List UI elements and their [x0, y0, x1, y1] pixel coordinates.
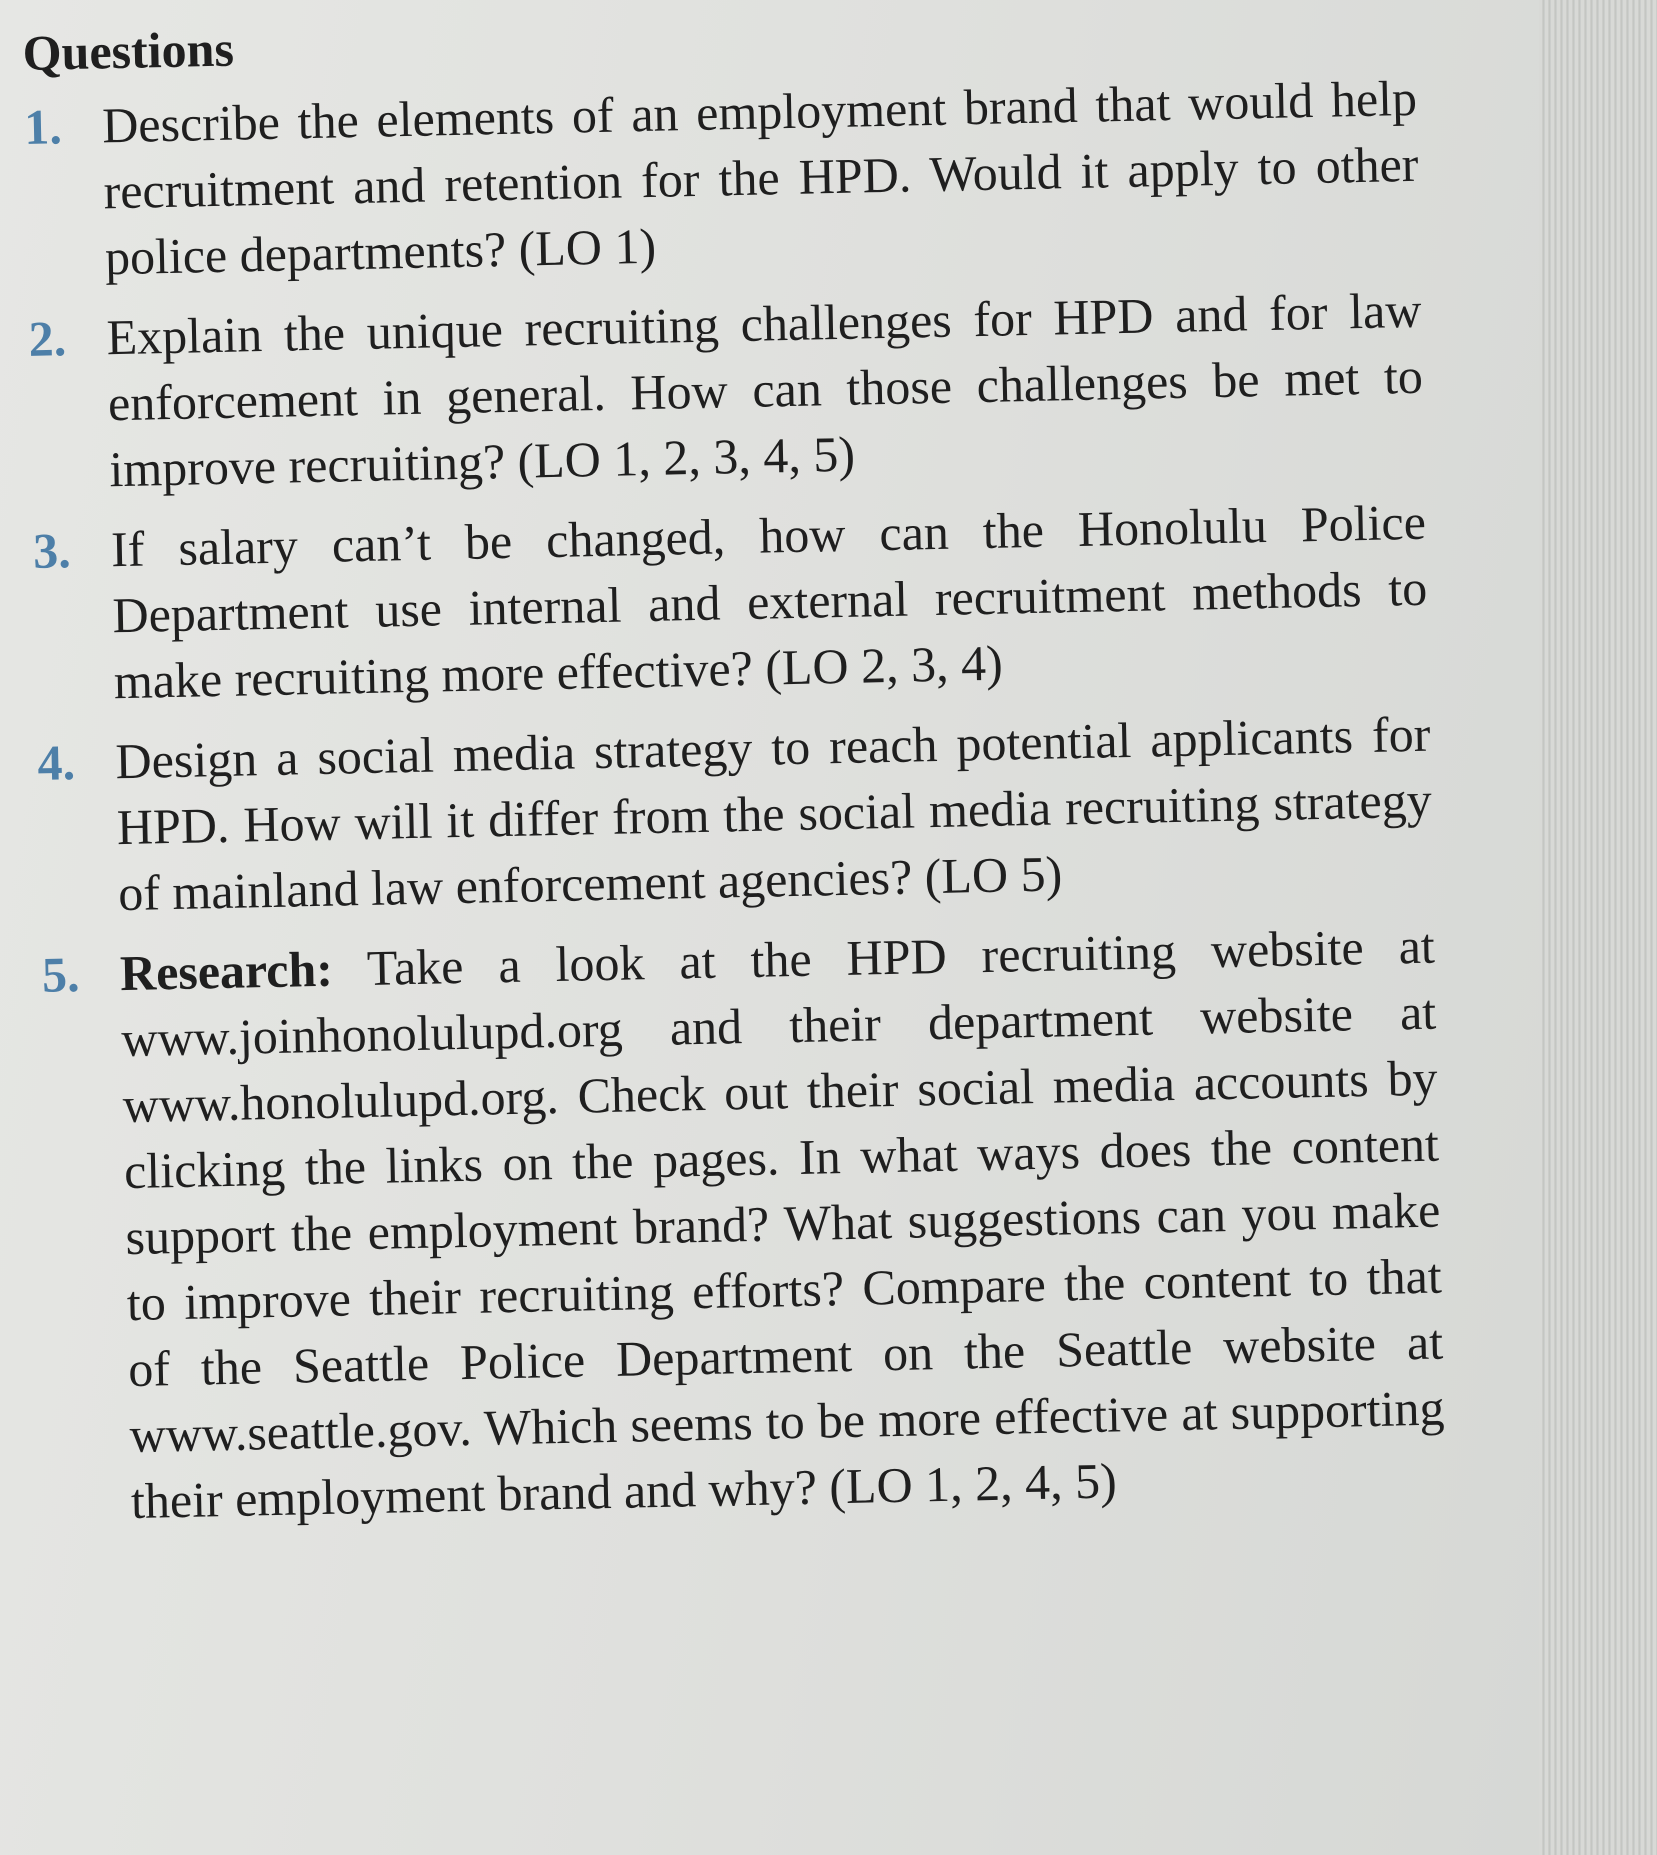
question-text: Design a social media strategy to reach potential applicants for HPD. How will it differ from the social media recruiting strategy of mainland law enforcement agencies? (LO 5) — [114, 705, 1433, 922]
question-item — [37, 701, 1434, 928]
question-number: 1. — [23, 98, 63, 155]
question-number: 5. — [41, 946, 81, 1003]
question-item — [24, 65, 1421, 292]
question-text: Describe the elements of an employment brand that would help recruitment and retention for the HPD. Would it apply to other police departments? (LO 1) — [101, 69, 1419, 286]
question-lead: Research: — [119, 940, 334, 1002]
question-item — [41, 913, 1446, 1536]
question-number: 3. — [32, 522, 72, 579]
question-text: Take a look at the HPD recruiting website at www.joinhonolulupd.org and their department website at www.honolulupd.org. Check out their social media accounts by clicking the links on the pages. In what ways does the content support the employment brand? What suggestions can you make to improve their recruiting efforts? Compare the content to that of the Seattle Police Department on the Seattle website at www.seattle.gov. Which seems to be more effective at supporting their employment brand and why? (LO 1, 2, 4, 5) — [120, 917, 1445, 1530]
question-text: Explain the unique recruiting challenges for HPD and for law enforcement in general. How can those challenges be met to improve recruiting? (LO 1, 2, 3, 4, 5) — [106, 281, 1424, 498]
questions-section — [22, 0, 1484, 1550]
question-item — [32, 489, 1429, 716]
question-item — [28, 277, 1425, 504]
question-number: 2. — [28, 310, 67, 367]
question-list — [24, 64, 1484, 1536]
page-edge — [1539, 0, 1657, 1855]
question-number: 4. — [36, 734, 76, 791]
section-heading: Questions — [22, 20, 235, 81]
question-text: If salary can’t be changed, how can the Honolulu Police Department use internal and external recruitment methods to make recruiting more effective? (LO 2, 3, 4) — [110, 493, 1428, 710]
